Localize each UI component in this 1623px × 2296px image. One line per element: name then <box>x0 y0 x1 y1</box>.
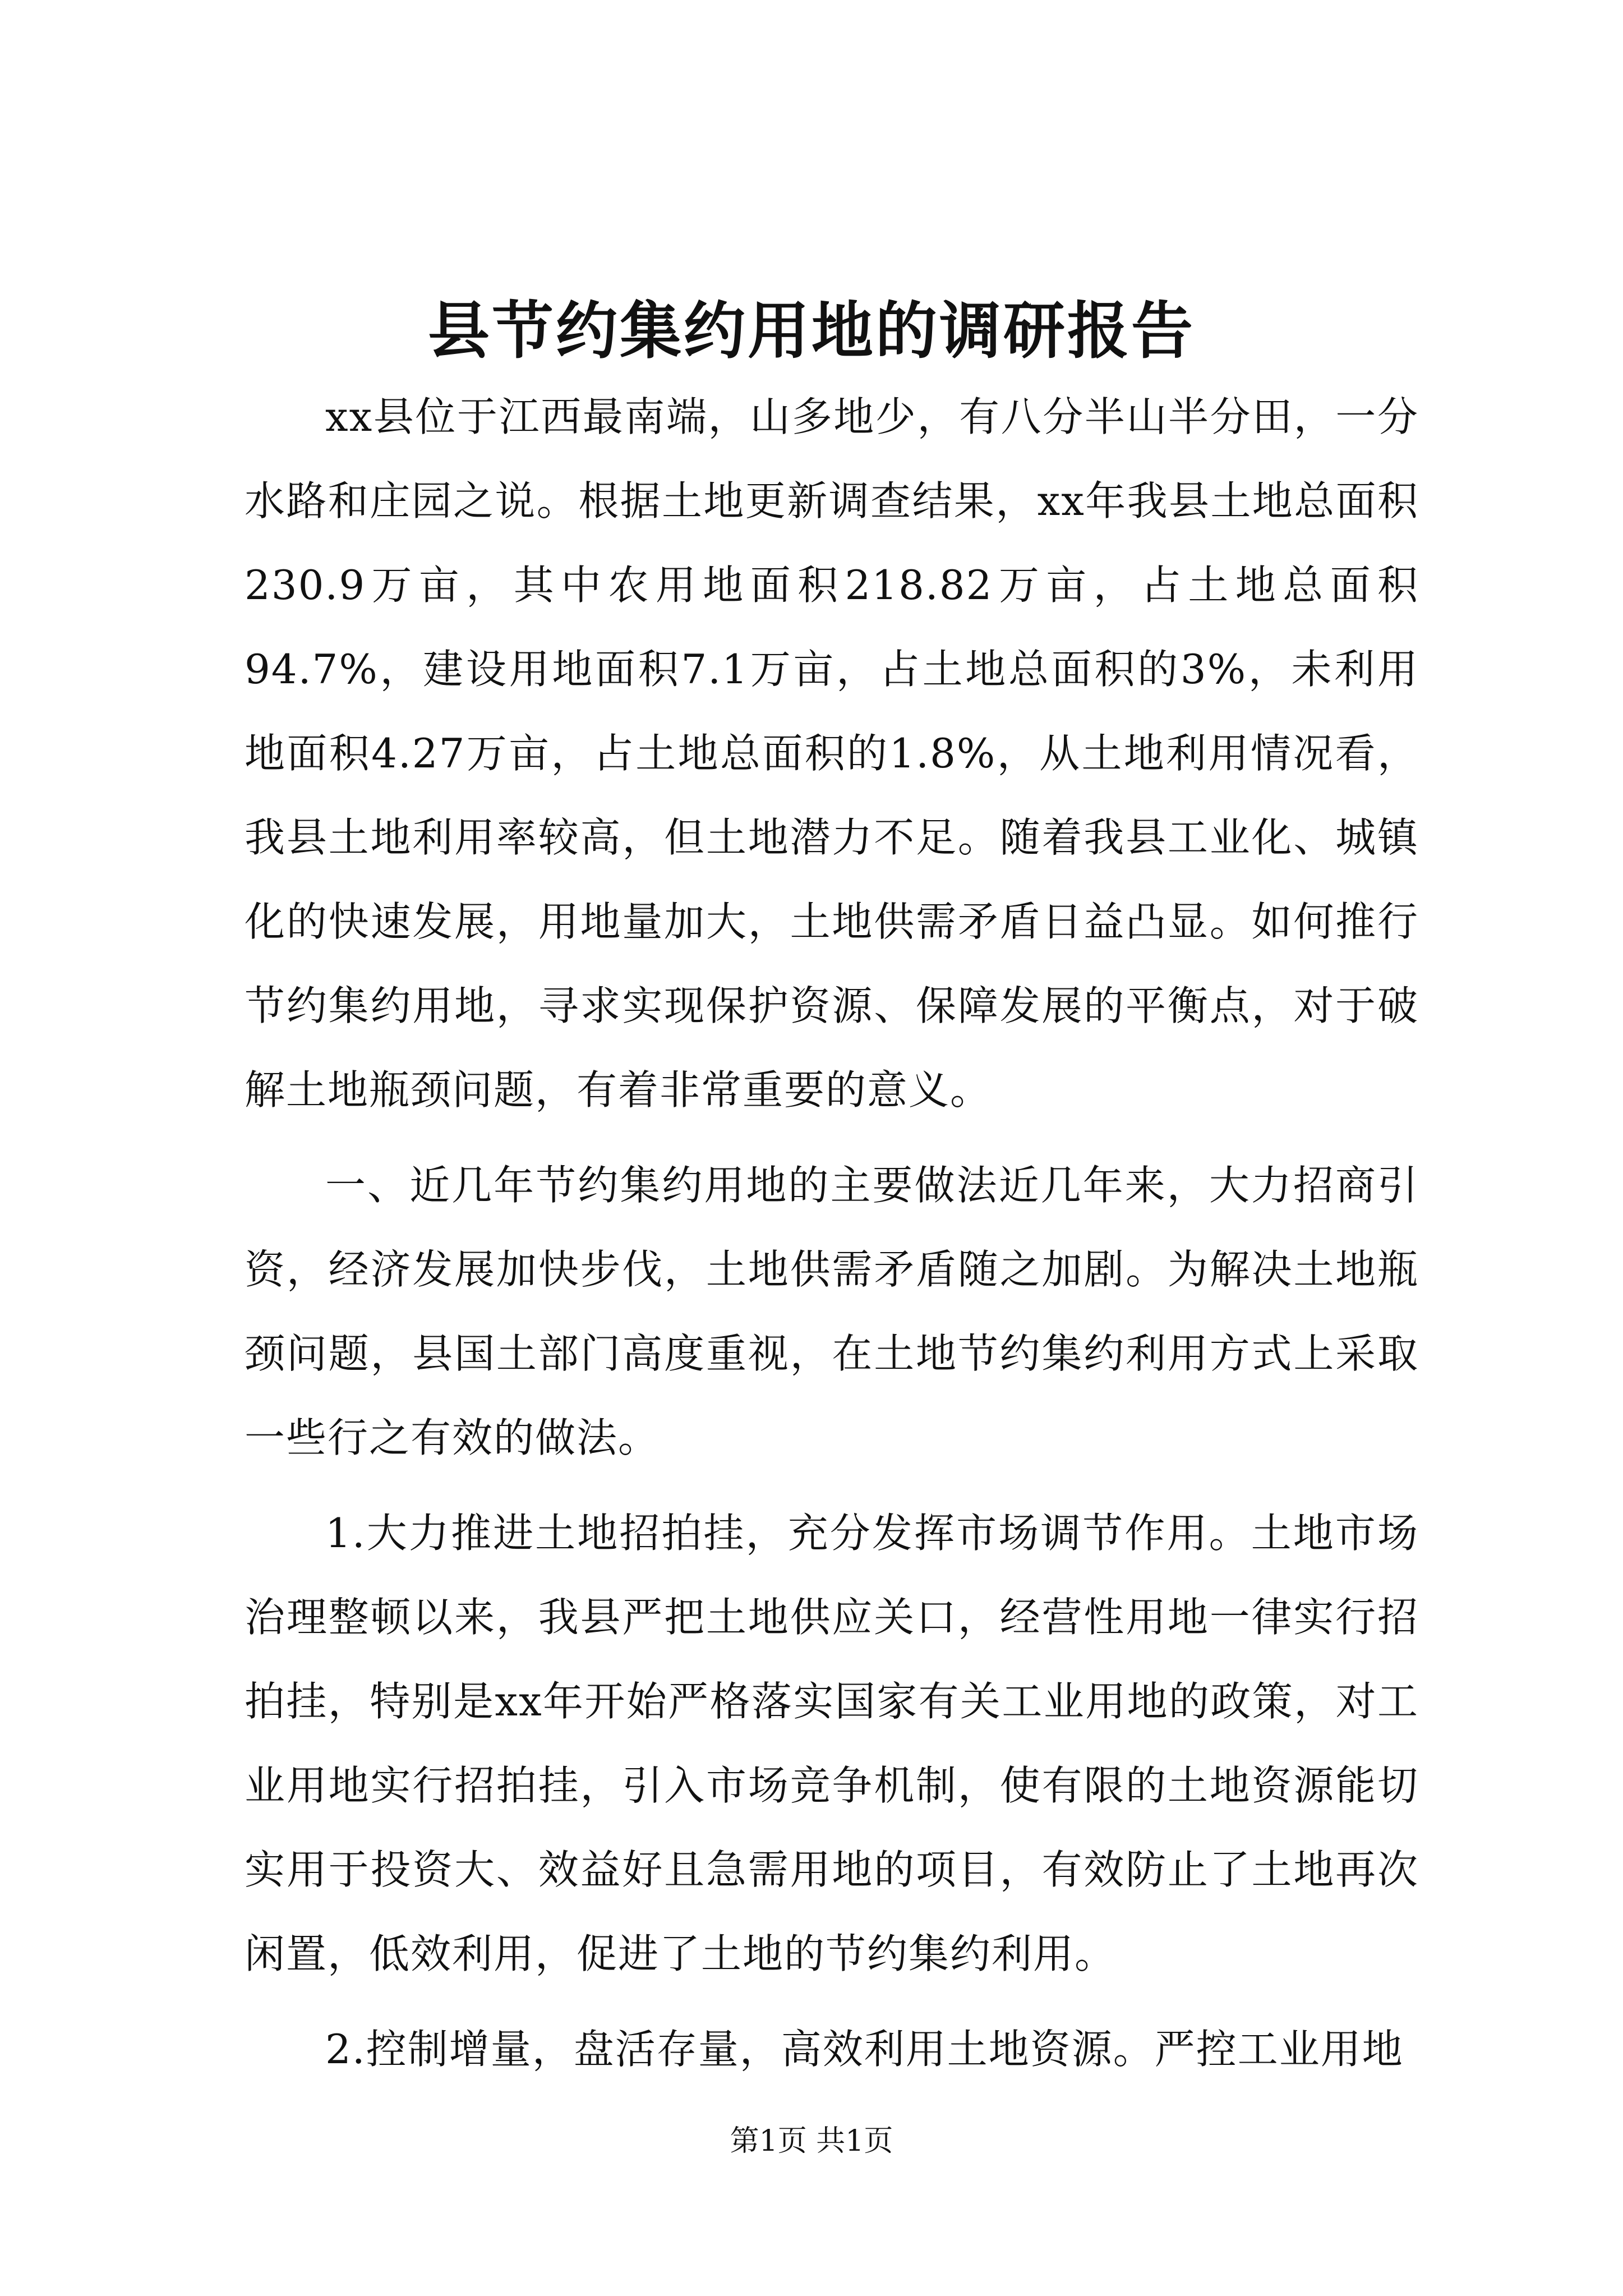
document-title: 县节约集约用地的调研报告 <box>428 295 1195 367</box>
paragraph-intro: xx县位于江西最南端，山多地少，有八分半山半分田，一分水路和庄园之说。根据土地更新调查结果，xx年我县土地总面积230.9万亩，其中农用地面积218.82万亩，占土地总面积94.7%，建设用地面积7.1万亩，占土地总面积的3%，未利用地面积4.27万亩，占土地总面积的1.8%，从土地利用情况看，我县土地利用率较高，但土地潜力不足。随着我县工业化、城镇化的快速发展，用地量加大，土地供需矛盾日益凸显。如何推行节约集约用地，寻求实现保护资源、保障发展的平衡点，对于破解土地瓶颈问题，有着非常重要的意义。 <box>245 393 1419 1114</box>
paragraph-item-1: 1.大力推进土地招拍挂，充分发挥市场调节作用。土地市场治理整顿以来，我县严把土地供应关口，经营性用地一律实行招拍挂，特别是xx年开始严格落实国家有关工业用地的政策，对工业用地实行招拍挂，引入市场竞争机制，使有限的土地资源能切实用于投资大、效益好且急需用地的项目，有效防止了土地再次闲置，低效利用，促进了土地的节约集约利用。 <box>245 1510 1419 1977</box>
document-body <box>245 375 1419 2091</box>
paragraph-section-1: 一、近几年节约集约用地的主要做法近几年来，大力招商引资，经济发展加快步伐，土地供需矛盾随之加剧。为解决土地瓶颈问题，县国土部门高度重视，在土地节约集约利用方式上采取一些行之有效的做法。 <box>245 1162 1419 1461</box>
paragraph-item-2: 2.控制增量，盘活存量，高效利用土地资源。严控工业用地 <box>325 2026 1404 2073</box>
page-footer: 第1页 共1页 <box>730 2124 893 2158</box>
